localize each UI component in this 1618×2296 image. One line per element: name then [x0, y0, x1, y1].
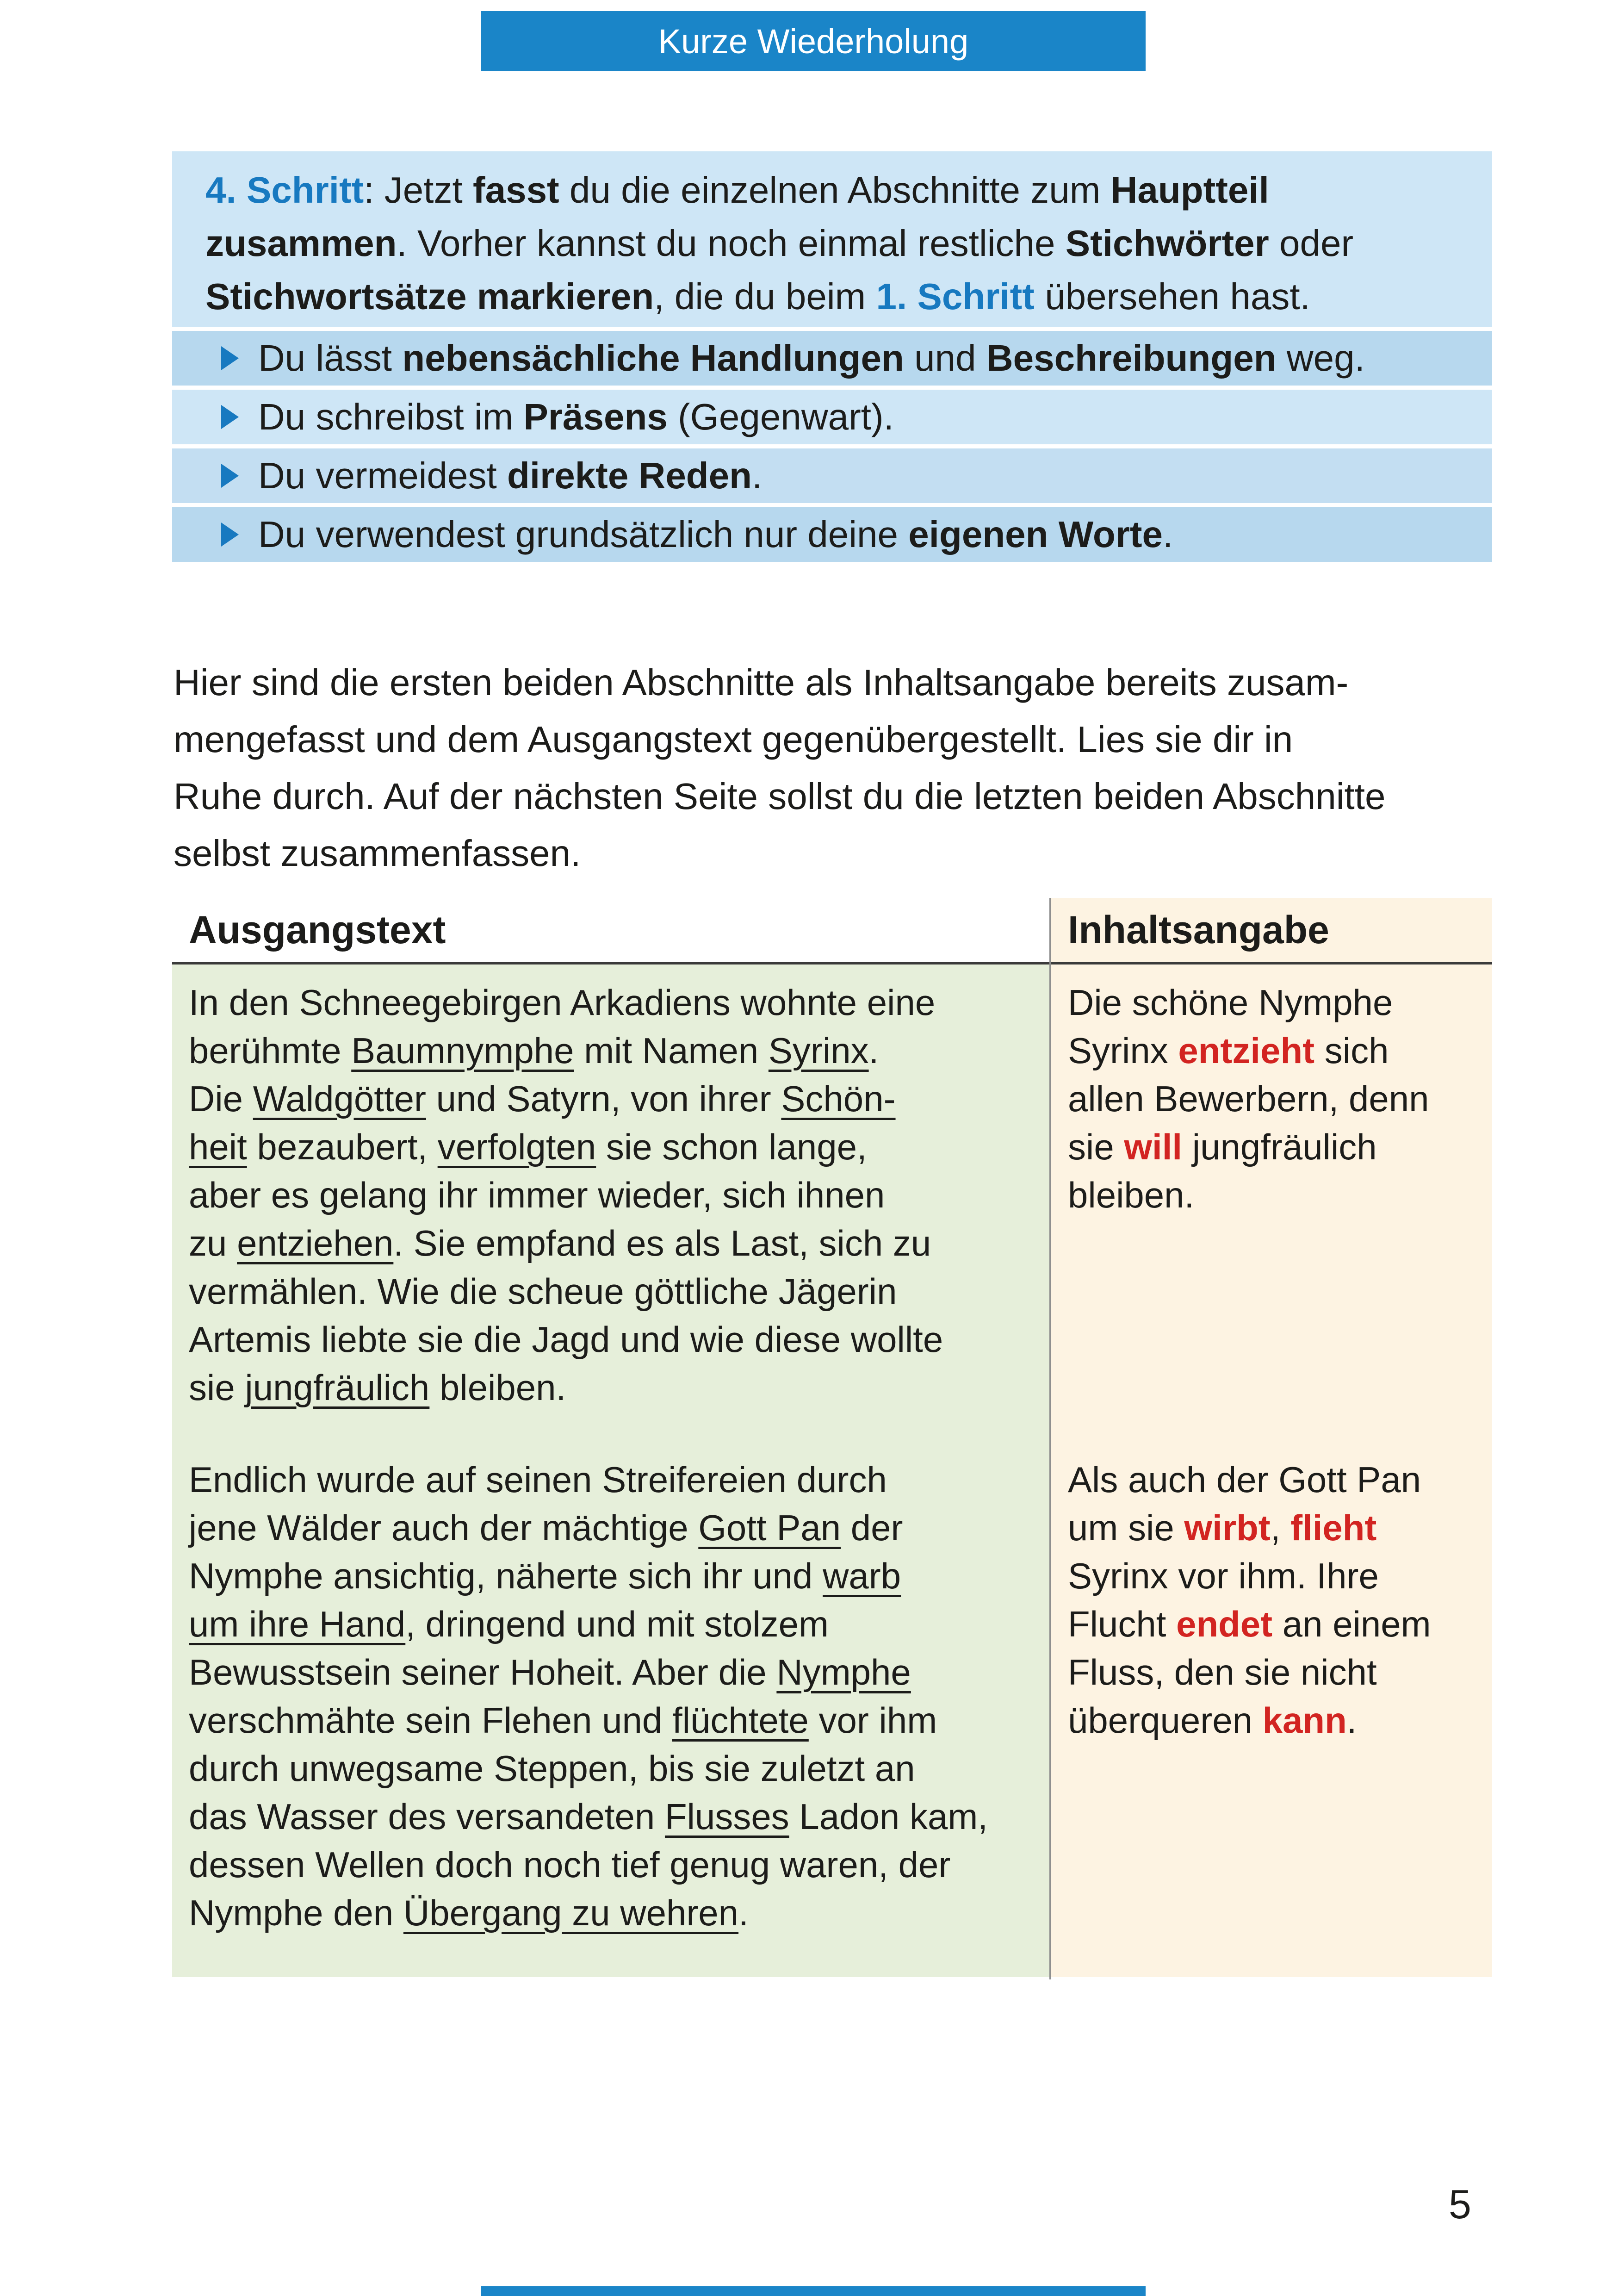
rule-bullet-text: Du vermeidest direkte Reden. [258, 455, 763, 496]
table-header-row [172, 898, 1492, 964]
source-text-paragraph-1: In den Schneegebirgen Arkadiens wohnte eine berühmte Baumnymphe mit Namen Syrinx. Die Waldgötter und Satyrn, von ihrer Schön- heit bezaubert, verfolgten sie schon lange, aber es gelang ihr immer wieder, sich ihnen zu entziehen. Sie empfand es als Last, sich zu vermählen. Wie die scheue göttliche Jägerin Artemis liebte sie die Jagd und wie diese wollte sie jungfräulich bleiben. [189, 982, 943, 1408]
next-page-banner-edge [481, 2286, 1146, 2296]
triangle-bullet-icon [221, 405, 239, 429]
comparison-table [172, 898, 1492, 1977]
table-body [172, 964, 1492, 1977]
rule-bullet-row [172, 448, 1492, 503]
section-banner [481, 11, 1146, 71]
rule-bullet-text: Du verwendest grundsätzlich nur deine eigenen Worte. [258, 514, 1173, 555]
rule-bullet-row [172, 507, 1492, 562]
column-header-inhaltsangabe: Inhaltsangabe [1049, 898, 1492, 962]
step-instruction-paragraph: 4. Schritt: Jetzt fasst du die einzelnen Abschnitte zum Hauptteil zusammen. Vorher kannst du noch einmal restliche Stichwörter oder Stichwortsätze markieren, die du beim 1. Schritt übersehen hast. [172, 151, 1492, 327]
summary-paragraph-1: Die schöne Nymphe Syrinx entzieht sich allen Bewerbern, denn sie will jungfräulich bleiben. [1068, 982, 1429, 1215]
section-banner-label: Kurze Wiederholung [658, 22, 969, 61]
source-text-paragraph-2: Endlich wurde auf seinen Streifereien durch jene Wälder auch der mächtige Gott Pan der Nymphe ansichtig, näherte sich ihr und warb um ihre Hand, dringend und mit stolzem Bewusstsein seiner Hoheit. Aber die Nymphe verschmähte sein Flehen und flüchtete vor ihm durch unwegsame Steppen, bis sie zuletzt an das Wasser des versandeten Flusses Ladon kam, dessen Wellen doch noch tief genug waren, der Nymphe den Übergang zu wehren. [189, 1459, 988, 1933]
rule-bullet-row [172, 331, 1492, 386]
rule-bullet-text: Du schreibst im Präsens (Gegenwart). [258, 396, 894, 437]
triangle-bullet-icon [221, 346, 239, 370]
rule-bullet-text: Du lässt nebensächliche Handlungen und Beschreibungen weg. [258, 337, 1365, 379]
column-header-ausgangstext: Ausgangstext [172, 898, 1049, 962]
step-info-box [172, 151, 1492, 562]
triangle-bullet-icon [221, 464, 239, 488]
page-number: 5 [1449, 2181, 1471, 2227]
summary-paragraph-2: Als auch der Gott Pan um sie wirbt, flieht Syrinx vor ihm. Ihre Flucht endet an einem Fluss, den sie nicht überqueren kann. [1068, 1459, 1431, 1741]
rule-bullet-row [172, 390, 1492, 444]
intro-paragraph: Hier sind die ersten beiden Abschnitte als Inhaltsangabe bereits zusam- mengefasst und dem Ausgangstext gegenübergestellt. Lies sie dir in Ruhe durch. Auf der nächsten Seite sollst du die letzten beiden Abschnitte selbst zusammenfassen. [174, 662, 1386, 874]
triangle-bullet-icon [221, 523, 239, 547]
table-column-divider [1049, 898, 1051, 1979]
